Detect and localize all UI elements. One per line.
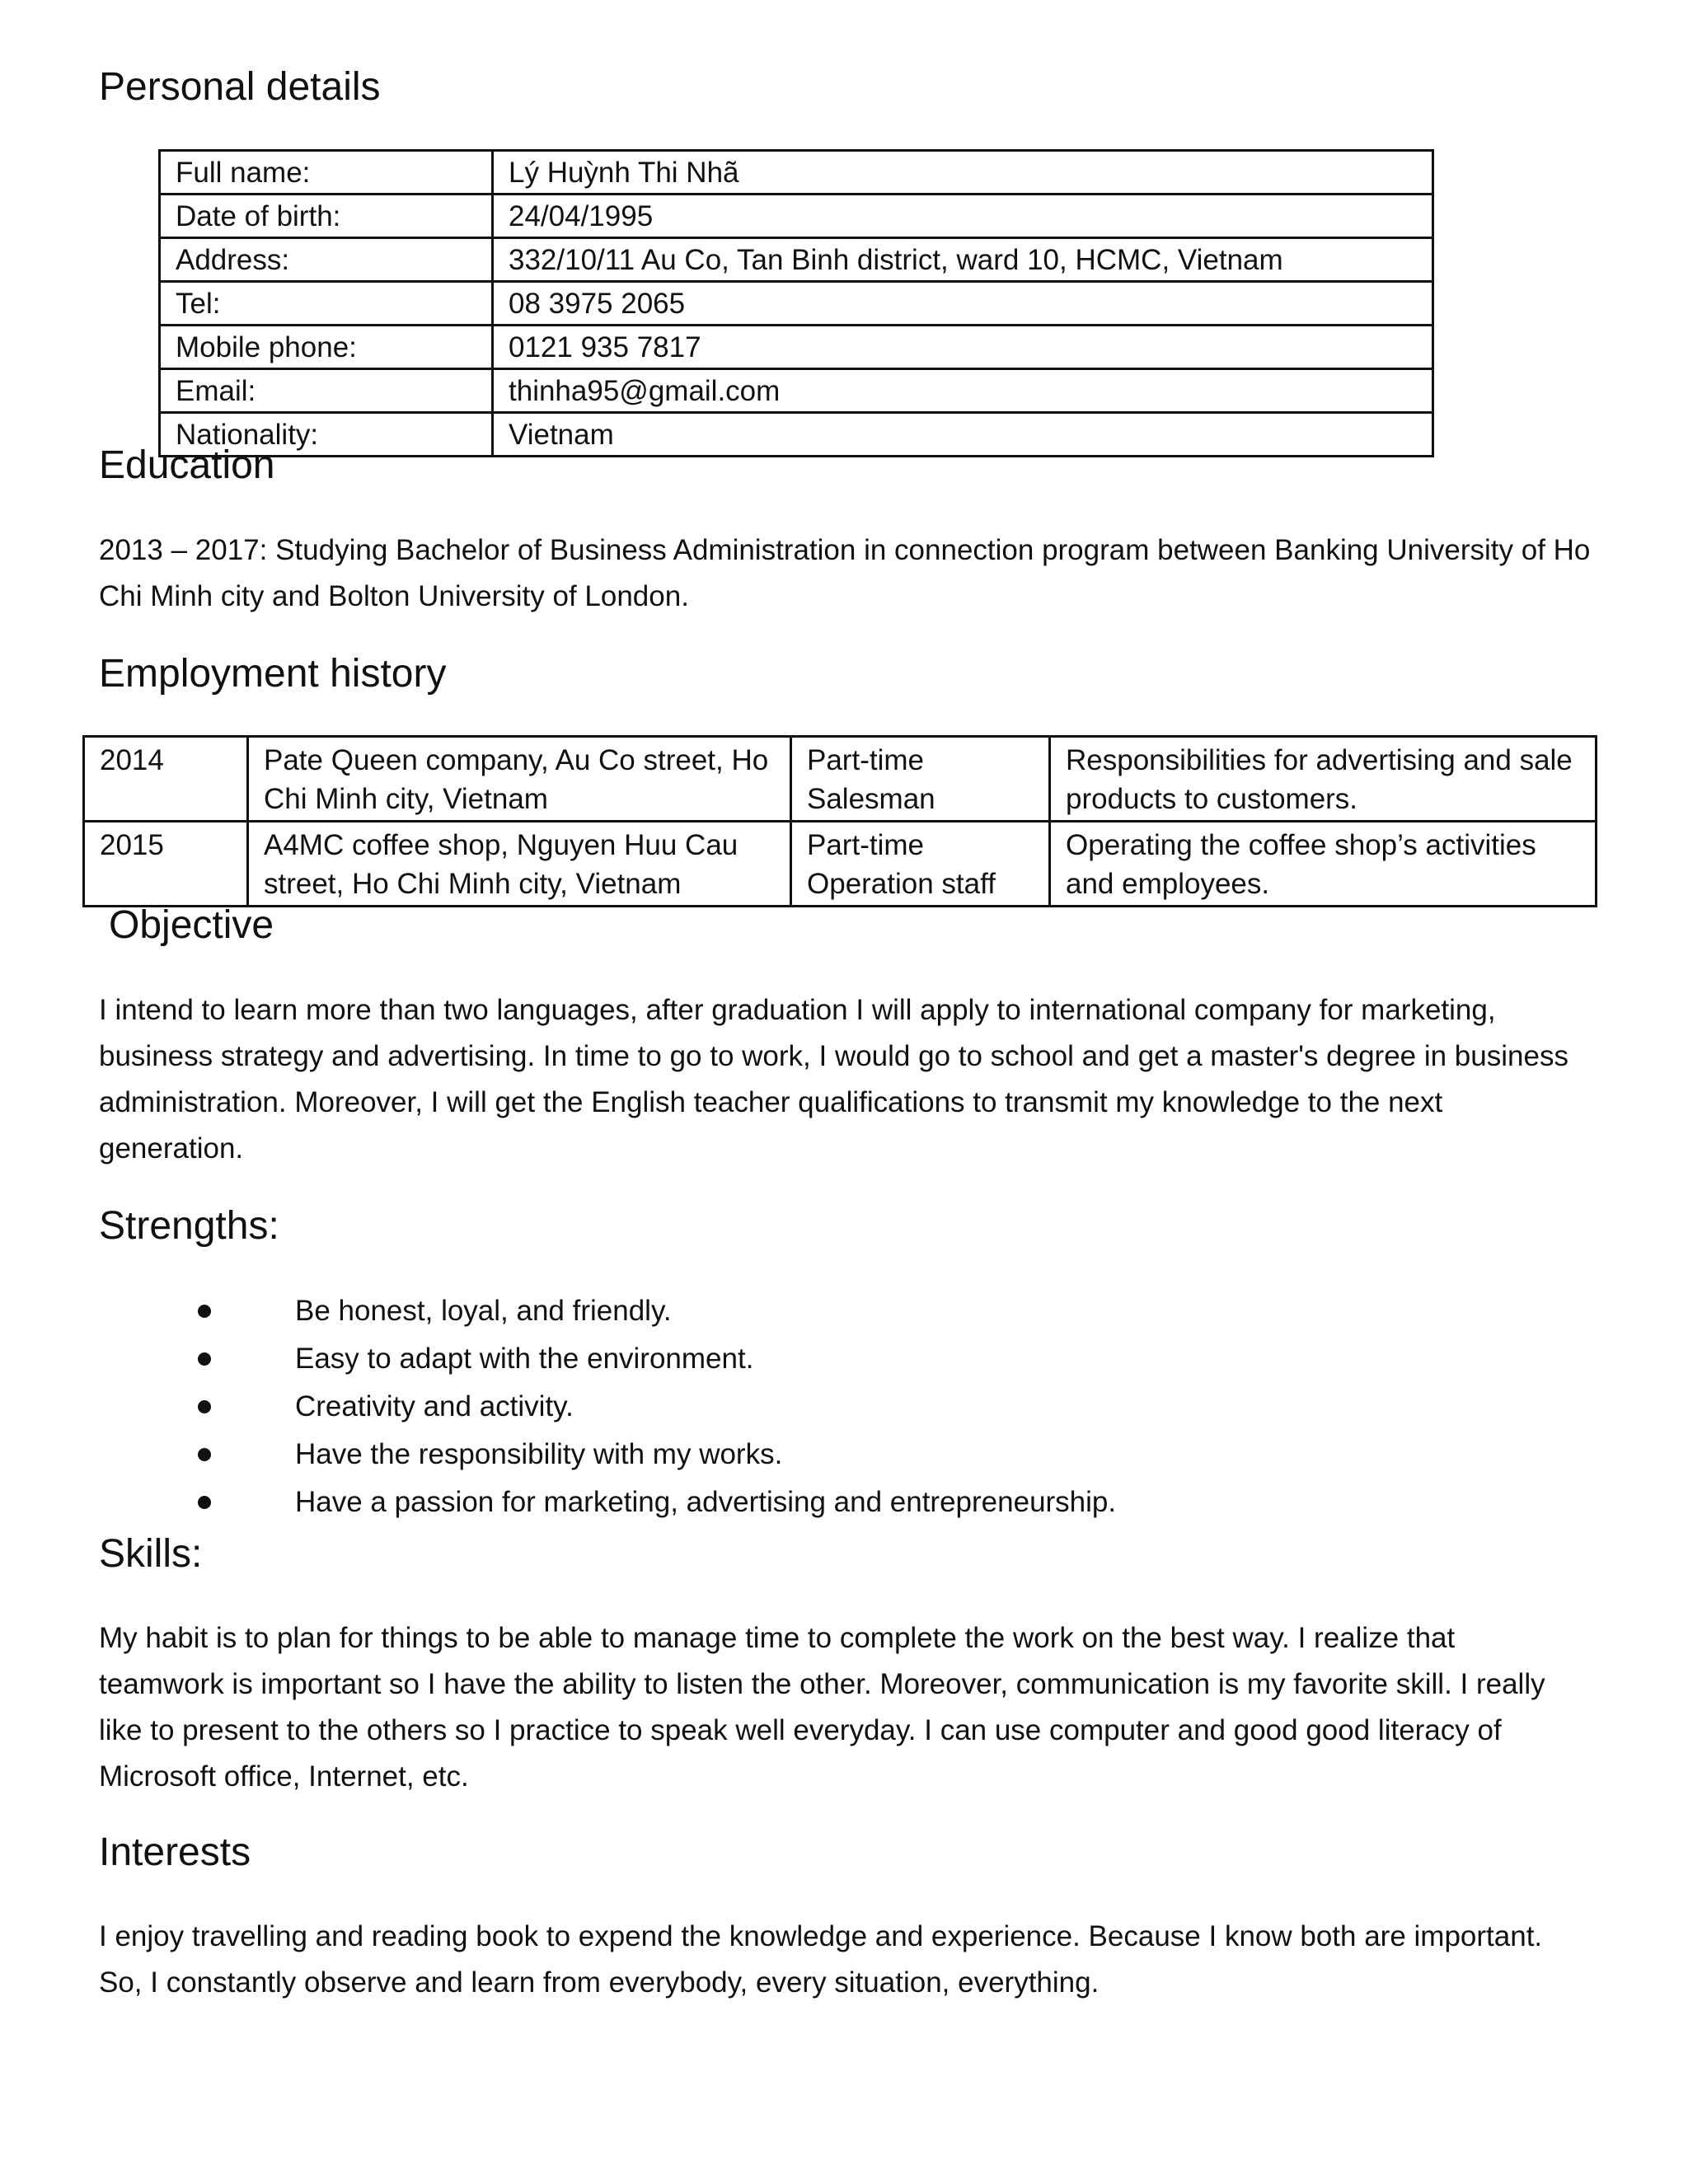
field-value: Lý Huỳnh Thi Nhã bbox=[493, 151, 1433, 194]
skills-text: My habit is to plan for things to be able to manage time to complete the work on the best way. I realize that teamwork is important so I have the ability to listen the other. Moreover, communication is my favorite skill. I really like to present to the others so I practice to speak well everyday. I can use computer and good good literacy of Microsoft office, Internet, etc. bbox=[99, 1622, 1545, 1793]
field-value: 24/04/1995 bbox=[493, 194, 1433, 238]
bullet-icon bbox=[198, 1448, 211, 1461]
table-row bbox=[160, 369, 1433, 413]
interests-text: I enjoy travelling and reading book to expend the knowledge and experience. Because I know both are important. So, I constantly observe and learn from everybody, every situation, everything. bbox=[99, 1920, 1543, 1999]
strength-text: Creativity and activity. bbox=[295, 1390, 574, 1422]
table-row bbox=[84, 822, 1597, 907]
employment-company: A4MC coffee shop, Nguyen Huu Cau street, Ho Chi Minh city, Vietnam bbox=[248, 822, 791, 907]
field-value: Vietnam bbox=[493, 413, 1433, 457]
employment-position: Part-time Salesman bbox=[791, 737, 1050, 822]
employment-year: 2015 bbox=[84, 822, 248, 907]
strength-text: Easy to adapt with the environment. bbox=[295, 1343, 754, 1375]
field-value: 08 3975 2065 bbox=[493, 282, 1433, 326]
table-row bbox=[160, 282, 1433, 326]
field-label: Date of birth: bbox=[160, 194, 493, 238]
interests-heading: Interests bbox=[99, 1830, 251, 1874]
list-item bbox=[198, 1383, 1434, 1431]
bullet-icon bbox=[198, 1305, 211, 1318]
education-heading: Education bbox=[99, 443, 275, 487]
bullet-icon bbox=[198, 1496, 211, 1509]
field-value: 332/10/11 Au Co, Tan Binh district, ward 10, HCMC, Vietnam bbox=[493, 238, 1433, 282]
table-row bbox=[160, 326, 1433, 369]
strengths-list bbox=[198, 1287, 1434, 1526]
employment-company: Pate Queen company, Au Co street, Ho Chi Minh city, Vietnam bbox=[248, 737, 791, 822]
education-text: 2013 – 2017: Studying Bachelor of Business Administration in connection program between Banking University of Ho Chi Minh city and Bolton University of London. bbox=[99, 534, 1591, 612]
list-item bbox=[198, 1431, 1434, 1479]
list-item bbox=[198, 1479, 1434, 1526]
personal-details-heading: Personal details bbox=[99, 65, 381, 109]
table-row bbox=[160, 238, 1433, 282]
employment-history-table bbox=[82, 735, 1597, 907]
field-label: Full name: bbox=[160, 151, 493, 194]
strength-text: Have a passion for marketing, advertising and entrepreneurship. bbox=[295, 1486, 1117, 1518]
bullet-icon bbox=[198, 1352, 211, 1366]
field-label: Address: bbox=[160, 238, 493, 282]
objective-text: I intend to learn more than two languages, after graduation I will apply to international company for marketing, business strategy and advertising. In time to go to work, I would go to school and get a master's degree in business administration. Moreover, I will get the English teacher qualifications to transmit my knowledge to the next generation. bbox=[99, 994, 1568, 1165]
table-row bbox=[160, 151, 1433, 194]
personal-details-table bbox=[158, 149, 1434, 457]
list-item bbox=[198, 1335, 1434, 1383]
employment-year: 2014 bbox=[84, 737, 248, 822]
skills-heading: Skills: bbox=[99, 1532, 203, 1576]
table-row bbox=[160, 413, 1433, 457]
table-row bbox=[160, 194, 1433, 238]
field-label: Email: bbox=[160, 369, 493, 413]
bullet-icon bbox=[198, 1400, 211, 1413]
field-label: Tel: bbox=[160, 282, 493, 326]
table-row bbox=[84, 737, 1597, 822]
field-value: 0121 935 7817 bbox=[493, 326, 1433, 369]
list-item bbox=[198, 1287, 1434, 1335]
field-label: Nationality: bbox=[160, 413, 493, 457]
employment-position: Part-time Operation staff bbox=[791, 822, 1050, 907]
strength-text: Be honest, loyal, and friendly. bbox=[295, 1295, 672, 1327]
employment-duties: Responsibilities for advertising and sale products to customers. bbox=[1050, 737, 1597, 822]
strength-text: Have the responsibility with my works. bbox=[295, 1438, 783, 1470]
employment-history-heading: Employment history bbox=[99, 652, 447, 696]
strengths-heading: Strengths: bbox=[99, 1204, 279, 1248]
field-label: Mobile phone: bbox=[160, 326, 493, 369]
employment-duties: Operating the coffee shop’s activities and employees. bbox=[1050, 822, 1597, 907]
objective-heading: Objective bbox=[109, 903, 274, 947]
field-value: thinha95@gmail.com bbox=[493, 369, 1433, 413]
